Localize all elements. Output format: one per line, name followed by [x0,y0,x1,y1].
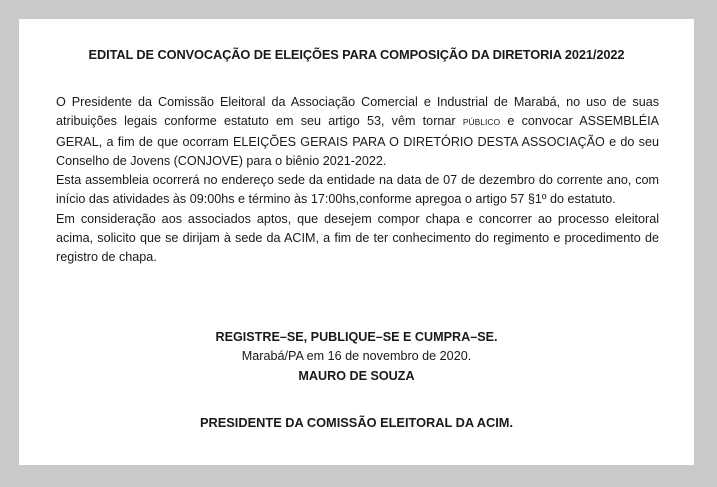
paragraph-assembly: Esta assembleia ocorrerá no endereço sede da entidade na data de 07 de dezembro do corrente ano, com início das atividades às 09:00hs e término às 17:00hs,conforme apregoa o artigo 57 §1º do estatuto. [56,173,659,207]
place-and-date: Marabá/PA em 16 de novembro de 2020. [241,349,472,364]
paragraph-convocation [56,93,659,171]
paragraph-registration: Em consideração aos associados aptos, que desejem compor chapa e concorrer ao processo eleitoral acima, solicito que se dirijam à sede da ACIM, a fim de ter conhecimento do regimento e procedimento de registro de chapa. [56,211,659,265]
notice-body [56,93,659,268]
paragraph-convocation-end: e convocar ASSEMBLÉIA GERAL, a fim de que ocorram ELEIÇÕES GERAIS PARA O DIRETÓRIO DESTA ASSOCIAÇÃO e do seu Conselho de Jovens (CONJOVE) para o biênio 2021-2022. [56,114,660,168]
paragraph-convocation-start: O Presidente da Comissão Eleitoral da Associação Comercial e Industrial de Marabá, no uso de suas atribuições legais conforme estatuto em seu artigo 53, vêm tornar [56,95,659,129]
signature-block [19,328,694,386]
signatory-role: PRESIDENTE DA COMISSÃO ELEITORAL DA ACIM. [199,415,514,430]
signatory-name: MAURO DE SOUZA [298,368,415,383]
paragraph-convocation-smallcaps: PÚBLICO [462,117,501,128]
legal-notice [19,19,694,465]
notice-title: EDITAL DE CONVOCAÇÃO DE ELEIÇÕES PARA COMPOSIÇÃO DA DIRETORIA 2021/2022 [88,47,625,62]
closing-formula: REGISTRE–SE, PUBLIQUE–SE E CUMPRA–SE. [215,330,498,344]
